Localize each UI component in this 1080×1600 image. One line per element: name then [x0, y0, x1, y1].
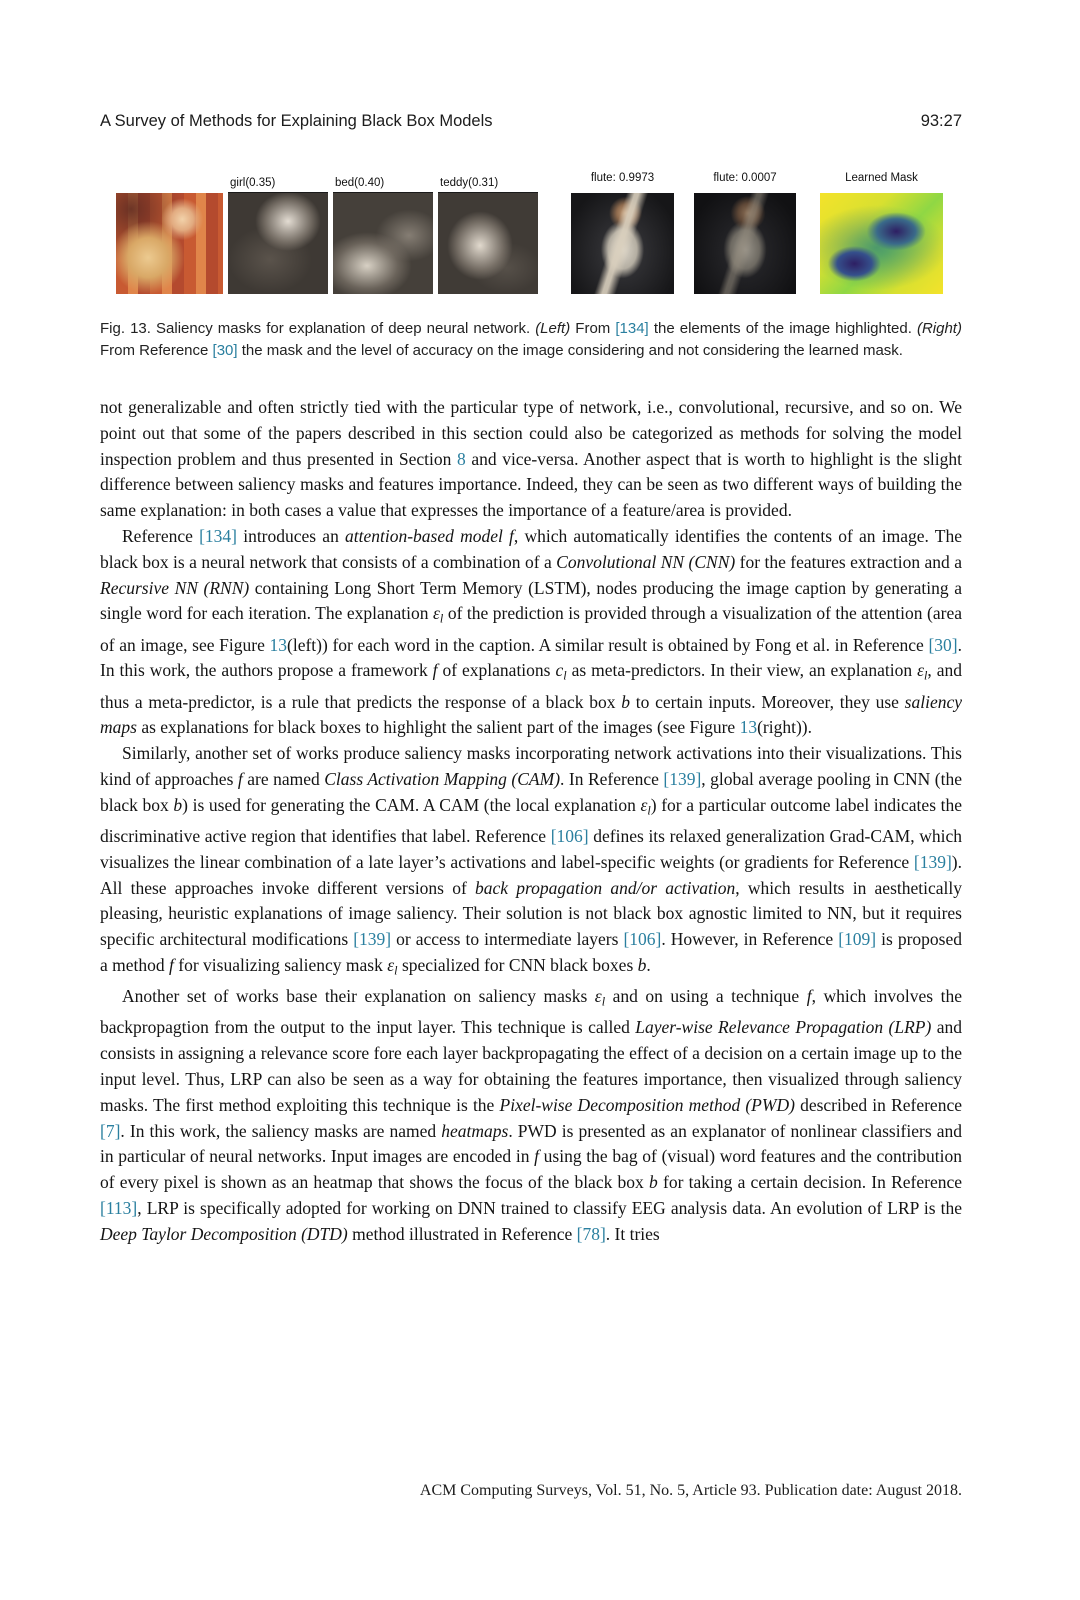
reference-link[interactable]: 13: [739, 717, 758, 738]
figure-image-flute-high: [571, 193, 674, 294]
figure-image-saliency-teddy: [438, 193, 538, 294]
paragraph: Another set of works base their explanation on saliency masks εl and on using a technique f, which involves the backpropagtion from the output to the input layer. This technique is called Layer-wise Relevance Propagation (LRP) and consists in assigning a relevance score fore each layer backpropagating the effect of a decision on a certain image up to the input level. Thus, LRP can also be seen as a way for obtaining the features importance, then visualized through saliency masks. The first method exploiting this technique is the Pixel-wise Decomposition method (PWD) described in Reference [7]. In this work, the saliency masks are named heatmaps. PWD is presented as an explanator of nonlinear classifiers and in particular of neural networks. Input images are encoded in f using the bag of (visual) word features and the contribution of every pixel is shown as an heatmap that shows the focus of the black box b for taking a certain decision. In Reference [113], LRP is specifically adopted for working on DNN trained to classify EEG analysis data. An evolution of LRP is the Deep Taylor Decomposition (DTD) method illustrated in Reference [78]. It tries: [100, 986, 963, 1244]
page-number: 93:27: [920, 112, 962, 130]
figure-item-saliency-bed: [333, 176, 433, 294]
reference-link[interactable]: [139]: [663, 769, 702, 789]
figure-image-label: girl(0.35): [228, 176, 328, 193]
reference-link[interactable]: 13: [269, 634, 287, 655]
figure-image-label: flute: 0.9973: [590, 172, 655, 184]
figure-item-saliency-teddy: [438, 176, 538, 294]
figure-image-saliency-bed: [333, 193, 433, 294]
reference-link[interactable]: [134]: [199, 525, 238, 546]
running-head: [100, 112, 962, 131]
reference-link[interactable]: [7]: [100, 1120, 121, 1141]
running-title: A Survey of Methods for Explaining Black Box Models: [100, 112, 493, 130]
reference-link[interactable]: 8: [457, 448, 466, 469]
reference-link[interactable]: [30]: [212, 341, 238, 359]
reference-link[interactable]: [109]: [838, 929, 877, 950]
figure-image-learned-mask: [820, 193, 943, 294]
figure-image-flute-low: [694, 193, 796, 294]
paragraph: not generalizable and often strictly tied with the particular type of network, i.e., convolutional, recursive, and so on. We point out that some of the papers described in this section could also be categorized as methods for solving the model inspection problem and thus presented in Section 8 and vice-versa. Another aspect that is worth to highlight is the slight difference between saliency masks and features importance. Indeed, they can be seen as two different ways of building the same explanation: in both cases a value that expresses the importance of a feature/area is provided.: [100, 397, 962, 521]
figure-item-learned-mask: [820, 171, 943, 294]
paragraph: Similarly, another set of works produce saliency masks incorporating network activations into their visualizations. This kind of approaches f are named Class Activation Mapping (CAM). In Reference [139], global average pooling in CNN (the black box b) is used for generating the CAM. A CAM (the local explanation εl) for a particular outcome label indicates the discriminative active region that identifies that label. Reference [106] defines its relaxed generalization Grad-CAM, which visualizes the linear combination of a late layer’s activations and label-specific weights (or gradients for Reference [139]). All these approaches invoke different versions of back propagation and/or activation, which results in aesthetically pleasing, heuristic explanations of image saliency. Their solution is not black box agnostic limited to NN, but it requires specific architectural modifications [139] or access to intermediate layers [106]. However, in Reference [109] is proposed a method f for visualizing saliency mask εl specialized for CNN black boxes b.: [100, 743, 963, 978]
reference-link[interactable]: [139]: [353, 929, 392, 950]
page-footer: ACM Computing Surveys, Vol. 51, No. 5, Article 93. Publication date: August 2018.: [419, 1482, 962, 1499]
figure-image-saliency-girl: [228, 193, 328, 294]
figure-image-label: flute: 0.0007: [713, 172, 777, 184]
page-content: [100, 112, 962, 1248]
reference-link[interactable]: [106]: [623, 929, 662, 950]
reference-link[interactable]: [134]: [615, 320, 649, 337]
figure-image-photo-girl-teddy: [116, 193, 223, 294]
figure-item-flute-low: [694, 171, 796, 294]
reference-link[interactable]: [106]: [550, 826, 589, 847]
figure-images-row: [116, 171, 962, 294]
body-text: [100, 395, 962, 1248]
figure-image-label: bed(0.40): [333, 176, 433, 193]
figure-item-photo-girl-teddy: [116, 193, 223, 294]
figure-13: [100, 171, 962, 361]
figure-image-label: teddy(0.31): [438, 176, 538, 193]
reference-link[interactable]: [139]: [913, 851, 952, 872]
figure-item-flute-high: [571, 171, 674, 294]
reference-link[interactable]: [30]: [928, 634, 958, 655]
reference-link[interactable]: [113]: [100, 1198, 138, 1219]
figure-caption: Fig. 13. Saliency masks for explanation of deep neural network. (Left) From [134] the elements of the image highlighted. (Right) From Reference [30] the mask and the level of accuracy on the image considering and not considering the learned mask.: [100, 320, 962, 359]
figure-image-label: Learned Mask: [845, 172, 918, 184]
figure-item-saliency-girl: [228, 176, 328, 294]
paragraph: Reference [134] introduces an attention-based model f, which automatically identifies the contents of an image. The black box is a neural network that consists of a combination of a Convolutional NN (CNN) for the features extraction and a Recursive NN (RNN) containing Long Short Term Memory (LSTM), nodes producing the image caption by generating a single word for each iteration. The explanation εl of the prediction is provided through a visualization of the attention (area of an image, see Figure 13(left)) for each word in the caption. A similar result is obtained by Fong et al. in Reference [30]. In this work, the authors propose a framework f of explanations cl as meta-predictors. In their view, an explanation εl, and thus a meta-predictor, is a rule that predicts the response of a black box b to certain inputs. Moreover, they use saliency maps as explanations for black boxes to highlight the salient part of the images (see Figure 13(right)).: [100, 525, 962, 738]
reference-link[interactable]: [78]: [576, 1223, 606, 1244]
